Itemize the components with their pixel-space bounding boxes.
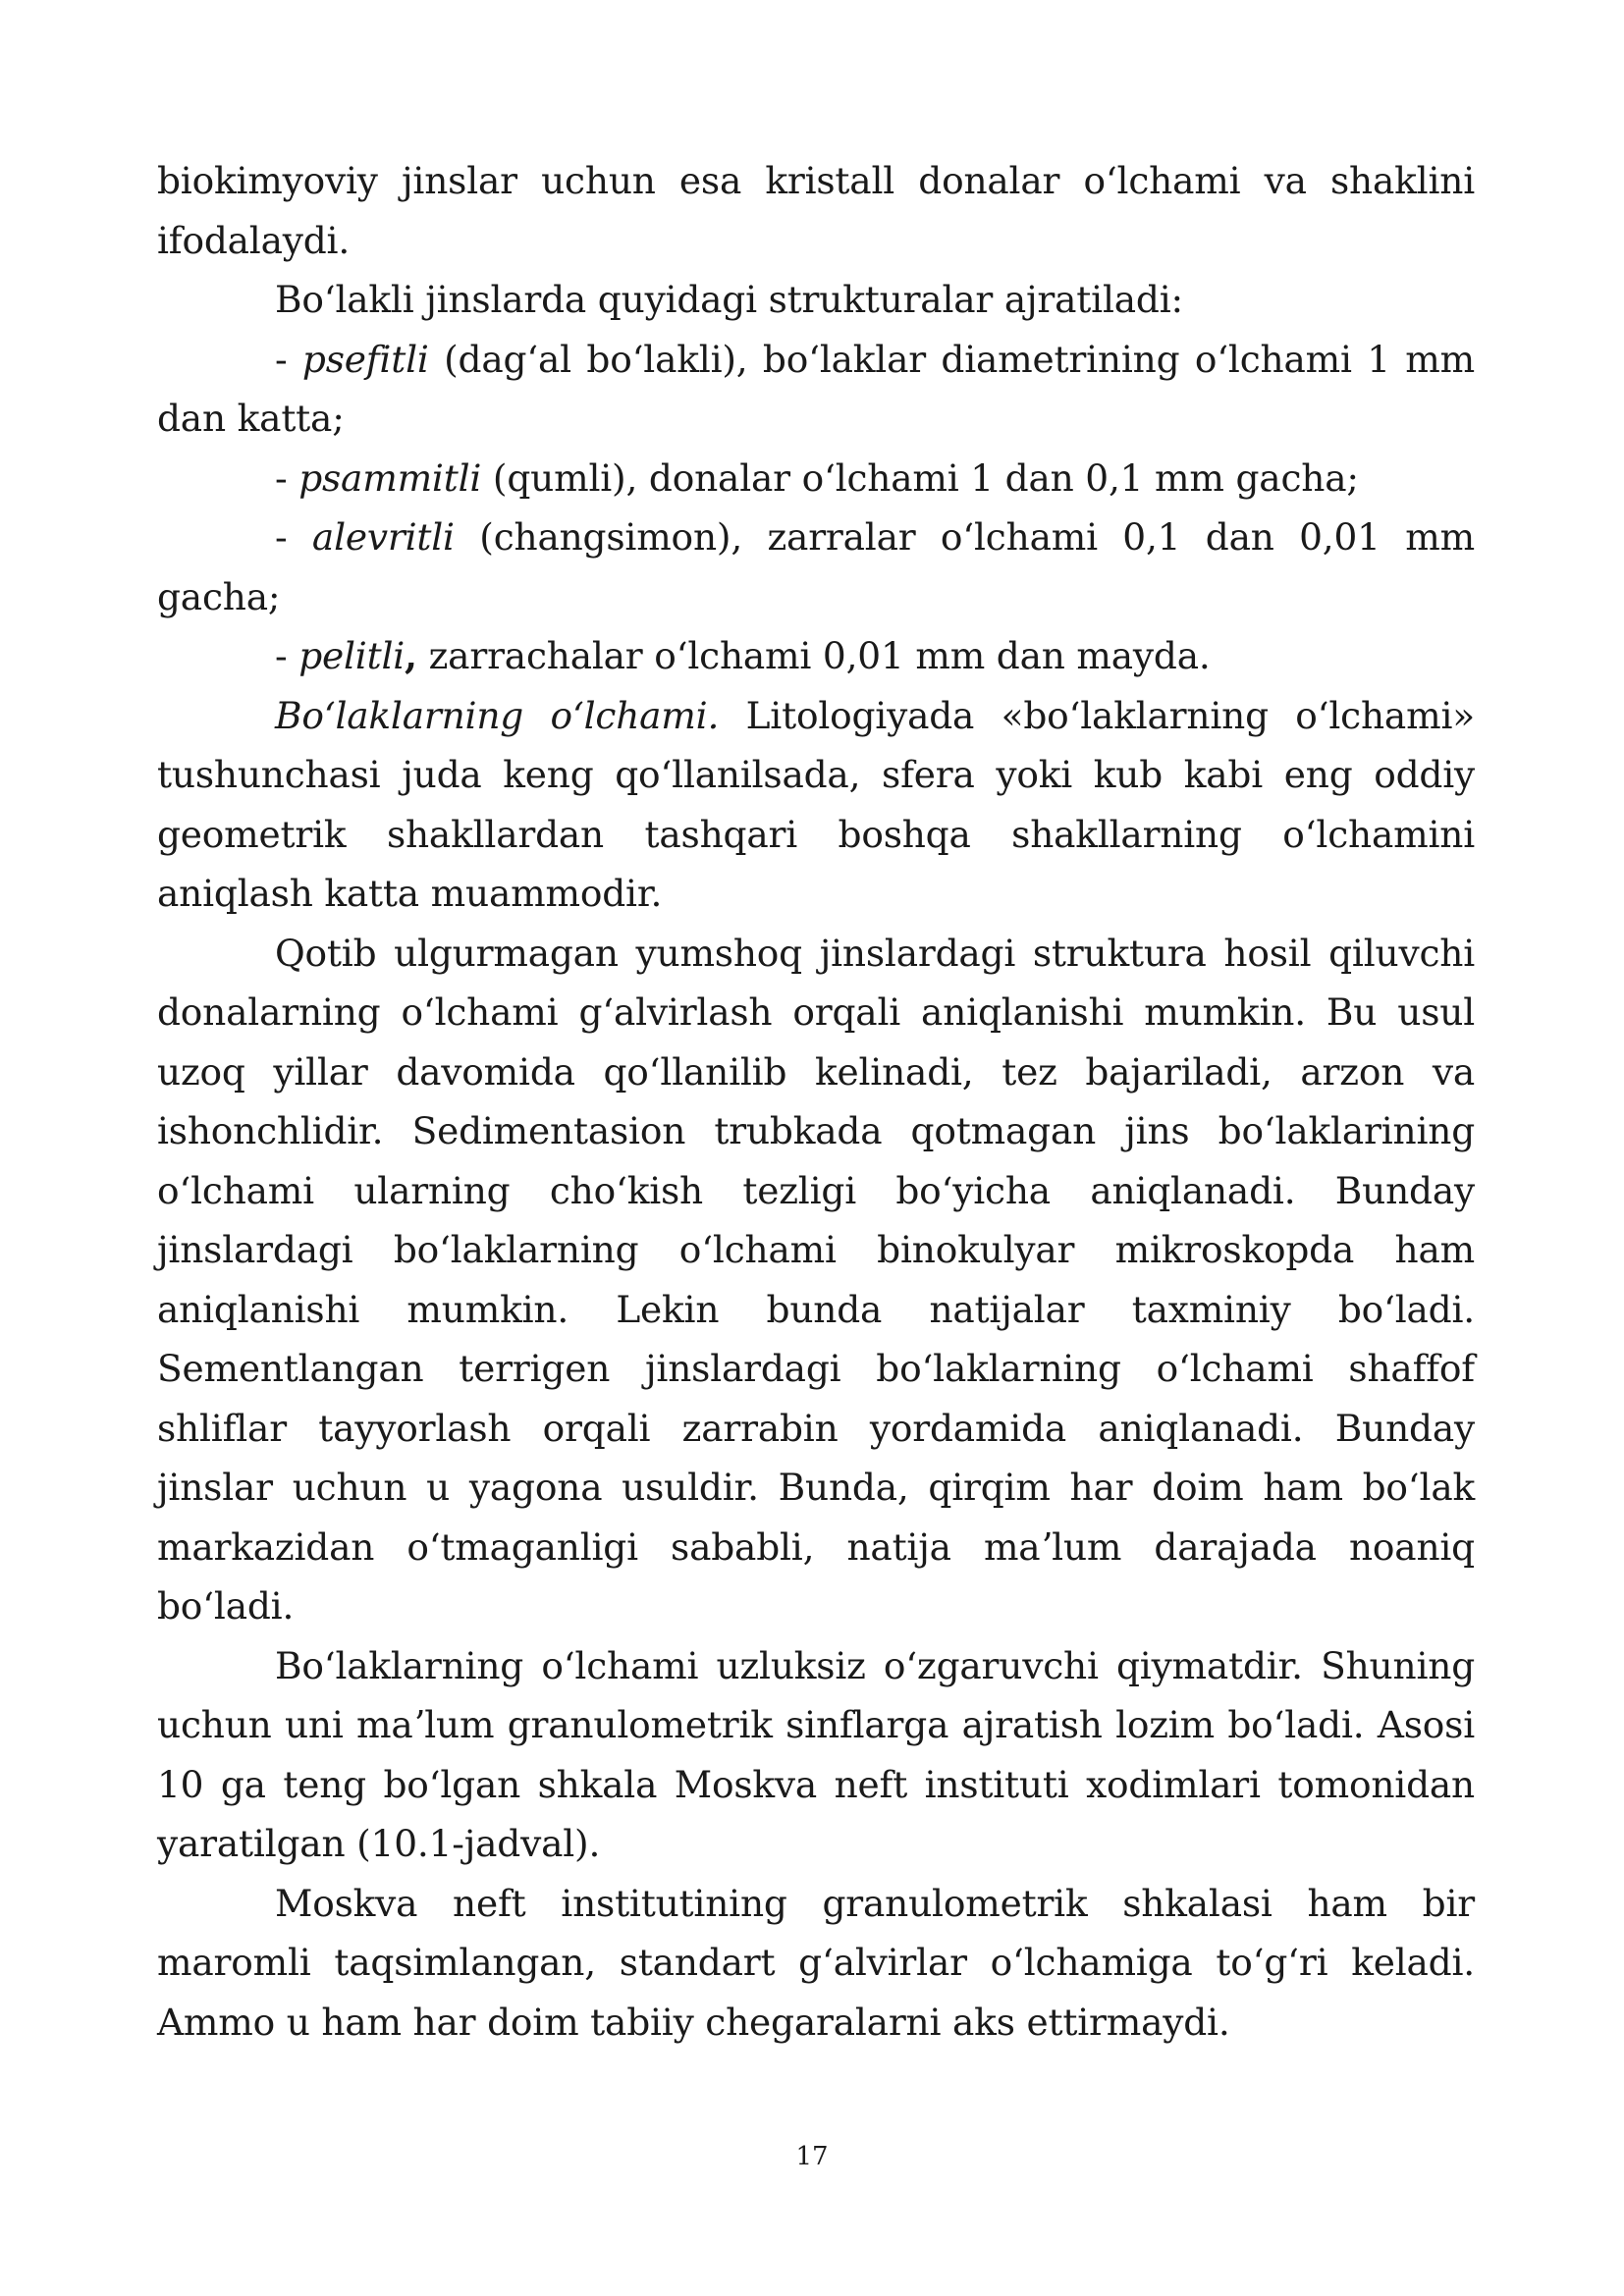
list-dash: - bbox=[275, 337, 302, 381]
list-item-psefitli bbox=[157, 330, 1475, 449]
text-run: (dagʻal boʻlakli), boʻlaklar diametrining oʻlchami 1 mm dan katta; bbox=[157, 337, 1476, 440]
list-item-pelitli bbox=[157, 626, 1475, 686]
term-pelitli: pelitli bbox=[298, 634, 406, 677]
list-dash: - bbox=[275, 515, 312, 559]
text-run: Qotib ulgurmagan yumshoq jinslardagi struktura hosil qiluvchi donalarning oʻlchami gʻalvirlash orqali aniqlanishi mumkin. Bu usul uzoq yillar davomida qoʻllanilib kelinadi, tez bajariladi, arzon va ishonchlidir. Sedimentasion trubkada qotmagan jins boʻlaklarining oʻlchami ularning choʻkish tezligi boʻyicha aniqlanadi. Bunday jinslardagi boʻlaklarning oʻlchami binokulyar mikroskopda ham aniqlanishi mumkin. Lekin bunda natijalar taxminiy boʻladi. Sementlangan terrigen jinslardagi boʻlaklarning oʻlchami shaffof shliflar tayyorlash orqali zarrabin yordamida aniqlanadi. Bunday jinslar uchun u yagona usuldir. Bunda, qirqim har doim ham boʻlak markazidan oʻtmaganligi sababli, natija maʼlum darajada noaniq boʻladi. bbox=[157, 931, 1475, 1628]
paragraph-moscow-scale bbox=[157, 1874, 1475, 2053]
term-psefitli: psefitli bbox=[301, 337, 429, 381]
list-dash: - bbox=[275, 455, 299, 500]
text-run: Boʻlakli jinslarda quyidagi strukturalar ajratiladi: bbox=[275, 278, 1183, 321]
document-body bbox=[157, 151, 1475, 2052]
text-run: (qumli), donalar oʻlchami 1 dan 0,1 mm gacha; bbox=[481, 455, 1359, 500]
term-alevritli: alevritli bbox=[311, 515, 455, 559]
text-run: zarrachalar oʻlchami 0,01 mm dan mayda. bbox=[416, 634, 1211, 677]
paragraph-fragment-size bbox=[157, 686, 1475, 924]
section-heading-inline: Boʻlaklarning oʻlchami. bbox=[275, 693, 720, 737]
text-run: Moskva neft institutining granulometrik shkalasi ham bir maromli taqsimlangan, standart gʻalvirlar oʻlchamiga toʻgʻri keladi. Ammo u ham har doim tabiiy chegaralarni aks ettirmaydi. bbox=[157, 1881, 1475, 2044]
paragraph-continuation bbox=[157, 151, 1475, 270]
list-dash: - bbox=[275, 634, 299, 677]
text-run: (changsimon), zarralar oʻlchami 0,1 dan 0,01 mm gacha; bbox=[157, 515, 1475, 618]
bold-comma: , bbox=[405, 634, 417, 677]
text-run: Boʻlaklarning oʻlchami uzluksiz oʻzgaruvchi qiymatdir. Shuning uchun uni maʼlum granulometrik sinflarga ajratish lozim boʻladi. Asosi 10 ga teng boʻlgan shkala Moskva neft instituti xodimlari tomonidan yaratilgan (10.1-jadval). bbox=[157, 1643, 1475, 1865]
paragraph-granulometric-classes bbox=[157, 1636, 1475, 1874]
list-item-alevritli bbox=[157, 507, 1475, 626]
list-item-psammitli bbox=[157, 449, 1475, 508]
text-run: Litologiyada «boʻlaklarning oʻlchami» tushunchasi juda keng qoʻllanilsada, sfera yoki kub kabi eng oddiy geometrik shakllardan tashqari boshqa shakllarning oʻlchamini aniqlash katta muammodir. bbox=[157, 693, 1475, 915]
term-psammitli: psammitli bbox=[298, 455, 482, 500]
paragraph-methods bbox=[157, 924, 1475, 1636]
page-number: 17 bbox=[795, 2142, 829, 2171]
text-run: biokimyoviy jinslar uchun esa kristall donalar oʻlchami va shaklini ifodalaydi. bbox=[157, 159, 1475, 262]
paragraph-structures-intro bbox=[157, 270, 1475, 330]
